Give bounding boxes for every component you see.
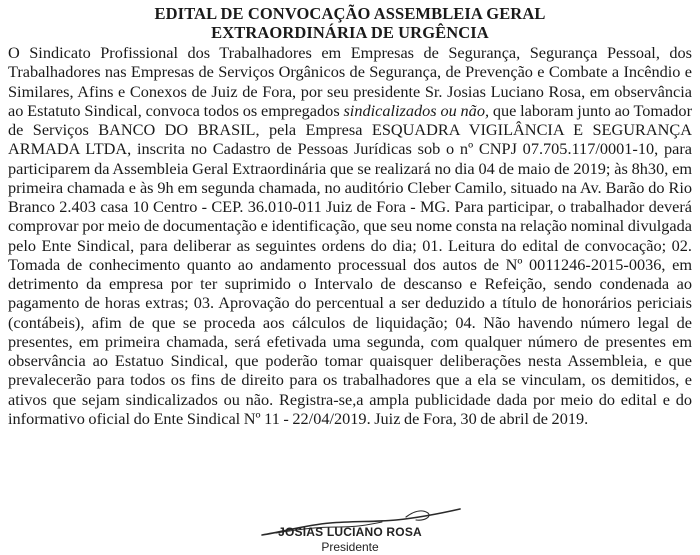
notice-body-part-1: O Sindicato Profissional dos Trabalhadores em Empresas de Segurança, Segurança Pessoal, dos Trabalhadores nas Empresas de Serviços Orgânicos de Segurança, de Prevenção e Combate a Incêndio e Similares, Afins e Conexos de Juiz de Fora, por seu presidente Sr. Josias Luciano Rosa, em observância ao Estatuto Sindical, convoca todos os empregados	[8, 43, 692, 120]
signature-block	[8, 505, 692, 554]
notice-title-line-2: EXTRAORDINÁRIA DE URGÊNCIA	[211, 23, 489, 42]
notice-body	[8, 43, 692, 428]
notice-title	[8, 4, 692, 42]
notice-body-italic: sindicalizados ou não,	[343, 100, 490, 120]
signatory-role: Presidente	[321, 540, 379, 554]
notice-title-line-1: EDITAL DE CONVOCAÇÃO ASSEMBLEIA GERAL	[154, 4, 546, 23]
signatory-name: JOSIAS LUCIANO ROSA	[278, 525, 422, 539]
notice-body-part-2: que laboram junto ao Tomador de Serviços BANCO DO BRASIL, pela Empresa ESQUADRA VIGILÂNCIA E SEGURANÇA ARMADA LTDA, inscrita no Cadastro de Pessoas Jurídicas sob o nº CNPJ 07.705.117/0001-10, para participarem da Assembleia Geral Extraordinária que se realizará no dia 04 de maio de 2019; às 8h30, em primeira chamada e às 9h em segunda chamada, no auditório Cleber Camilo, situado na Av. Barão do Rio Branco 2.403 casa 10 Centro - CEP. 36.010-011 Juiz de Fora - MG. Para participar, o trabalhador deverá comprovar por meio de documentação e identificação, que seu nome consta na relação nominal divulgada pelo Ente Sindical, para deliberar as seguintes ordens do dia; 01. Leitura do edital de convocação; 02. Tomada de conhecimento quanto ao andamento processual dos autos de Nº 0011246-2015-0036, em detrimento da empresa por ter suprimido o Intervalo de descanso e Refeição, sendo condenada ao pagamento de horas extras; 03. Aprovação do percentual a ser deduzido a título de honorários periciais (contábeis), afim de que se proceda aos cálculos de liquidação; 04. Não havendo número legal de presentes, em primeira chamada, será efetivada uma segunda, com qualquer número de presentes em observância ao Estatuo Sindical, que poderão tomar quaisquer deliberações nesta Assembleia, e que prevalecerão para todos os fins de direito para os trabalhadores que a ela se vinculam, os demitidos, e ativos que sejam sindicalizados ou não. Registra-se,a ampla publicidade dada por meio do edital e do informativo oficial do Ente Sindical Nº 11 - 22/04/2019. Juiz de Fora, 30 de abril de 2019.	[8, 100, 692, 428]
convocation-notice	[8, 4, 692, 554]
